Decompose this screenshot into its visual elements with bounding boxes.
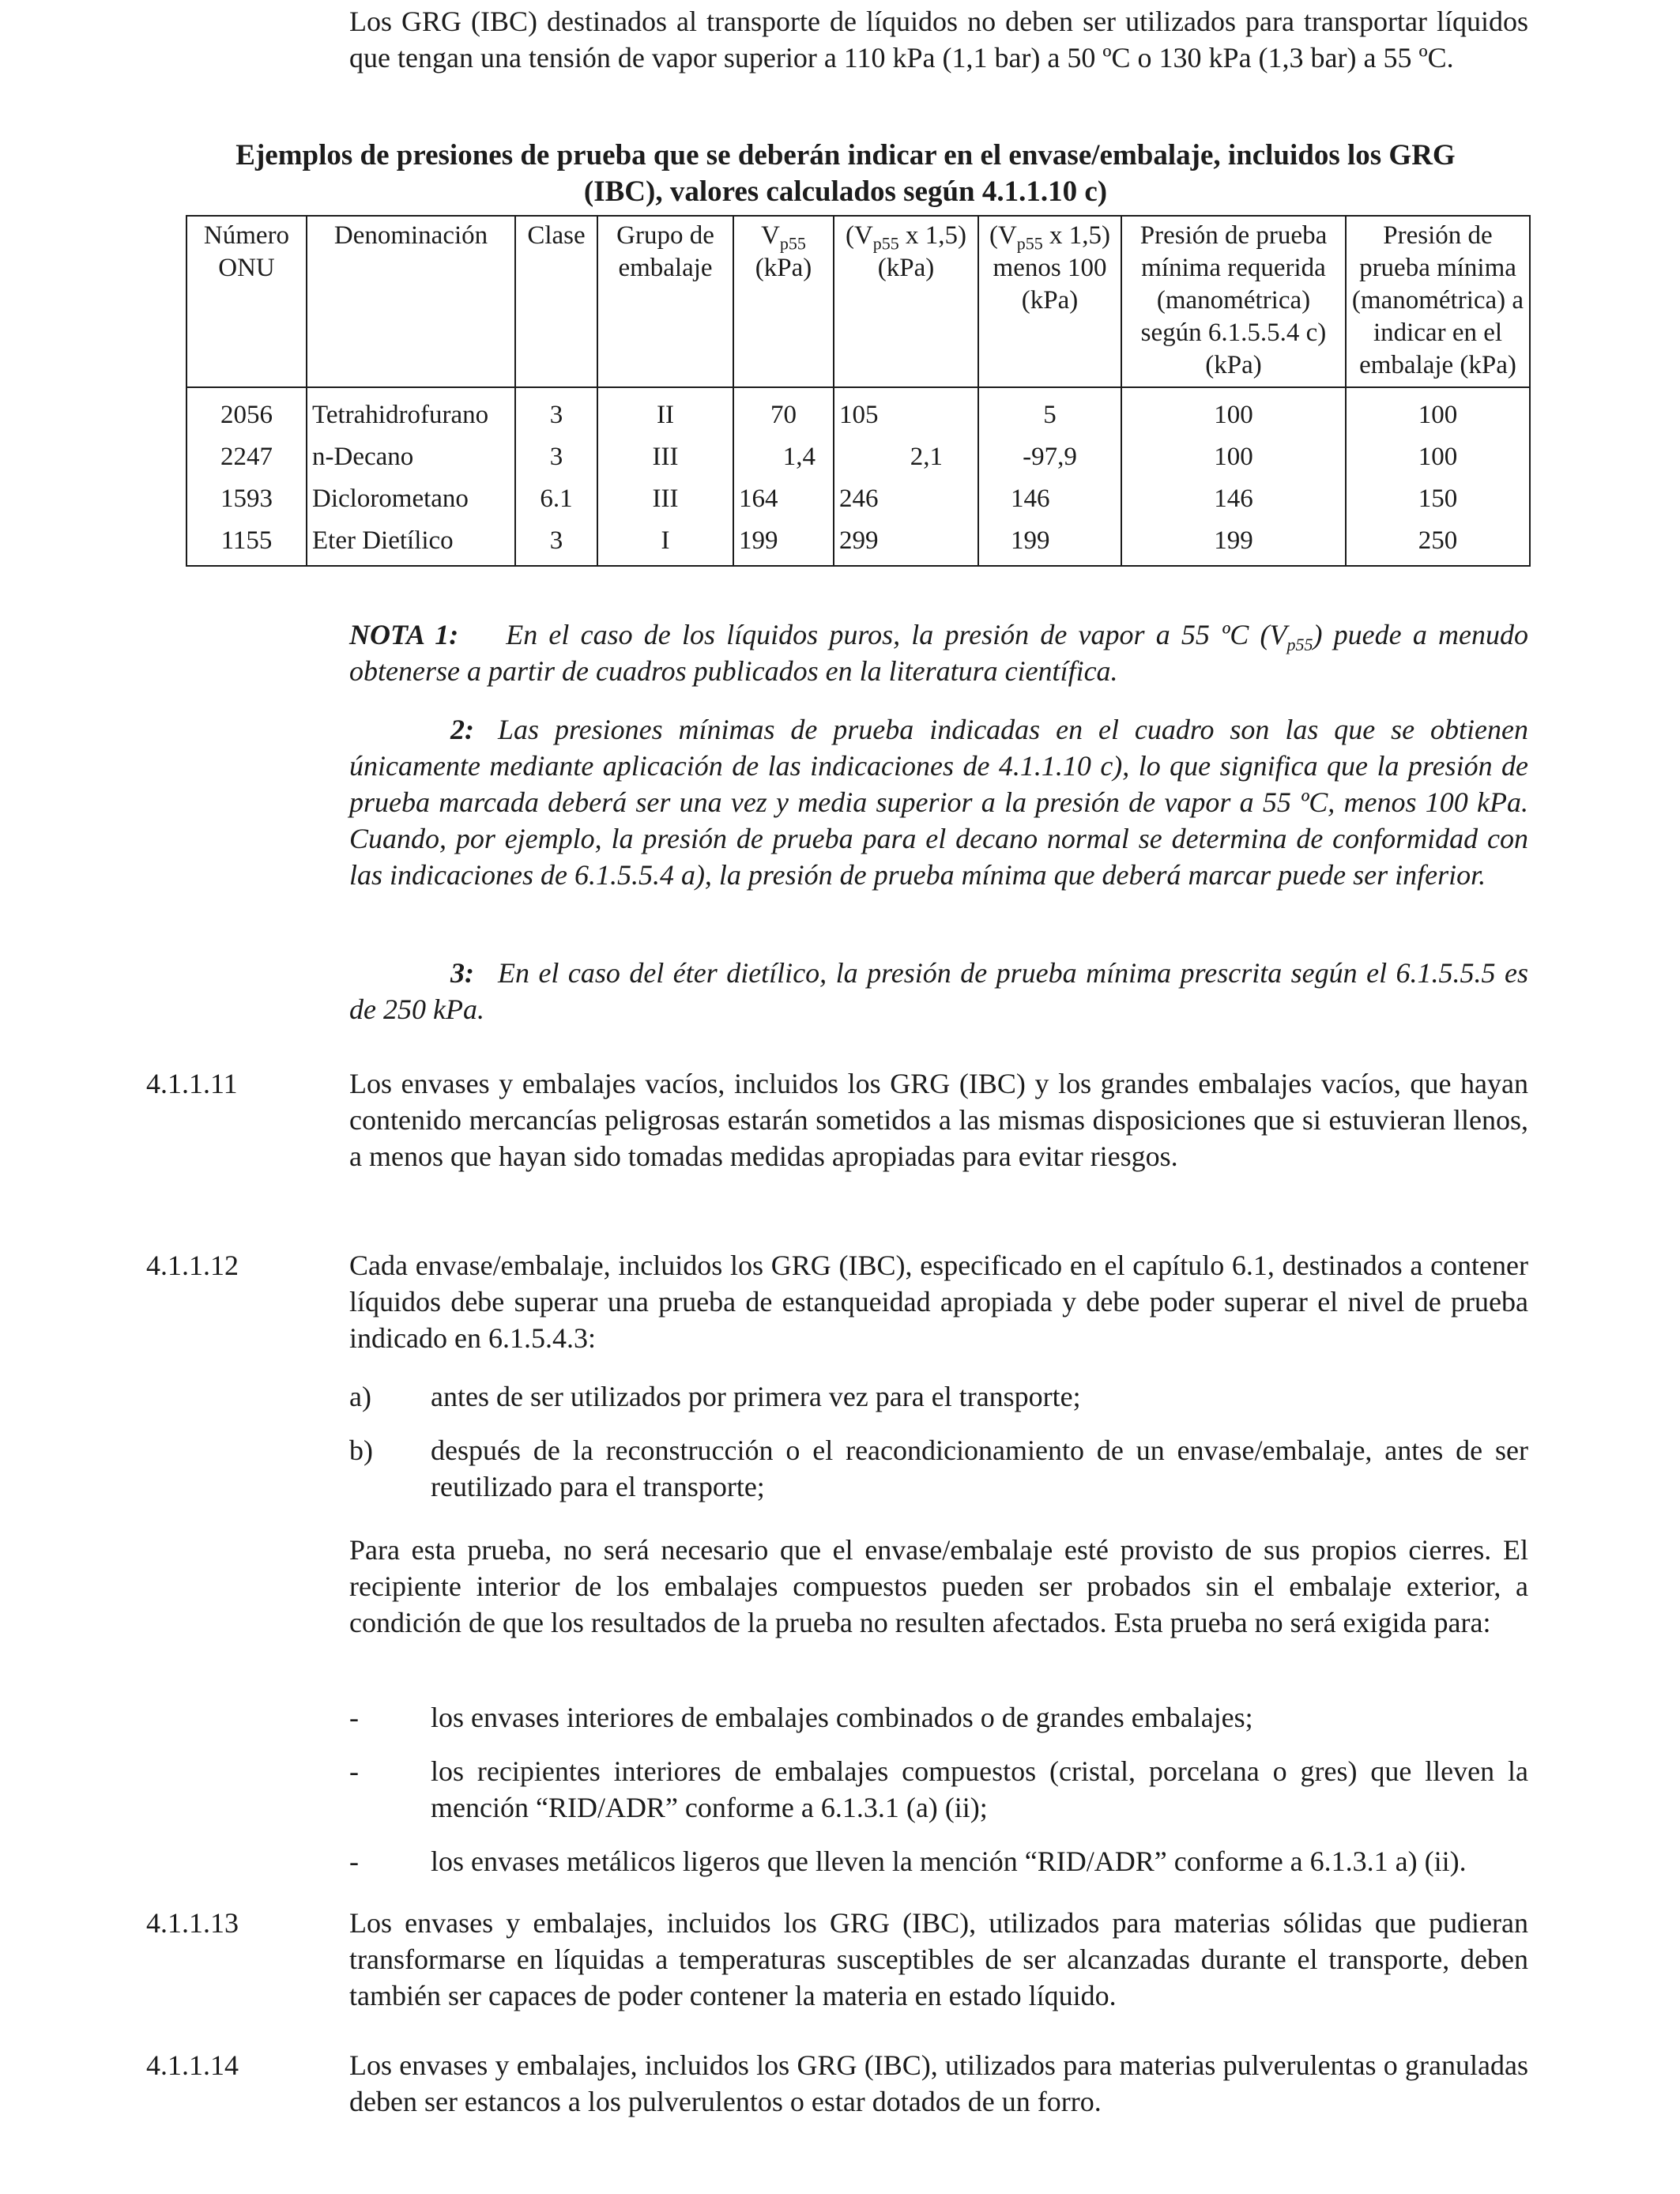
- dash-text-3: los envases metálicos ligeros que lleven la mención “RID/ADR” conforme a 6.1.3.1 a) (ii).: [431, 1845, 1467, 1877]
- cell-x15: 105: [834, 387, 978, 436]
- cell-menos100: 199: [978, 520, 1121, 566]
- note-3-label: 3:: [450, 957, 474, 989]
- col-header-vp55-x15: ($V_{p55}$ x 1,5) (kPa): [834, 216, 978, 387]
- cell-onu: 2247: [186, 436, 307, 478]
- section-4-1-1-11-text: Los envases y embalajes vacíos, incluidos los GRG (IBC) y los grandes embalajes vacíos, que hayan contenido mercancías peligrosas estarán sometidos a las mismas disposiciones que si estuvieran llenos, a menos que hayan sido tomadas medidas apropiadas para evitar riesgos.: [349, 1068, 1528, 1172]
- section-4-1-1-12-text: Cada envase/embalaje, incluidos los GRG (IBC), especificado en el capítulo 6.1, destinados a contener líquidos debe superar una prueba de estanqueidad apropiada y debe poder superar el nivel de prueba indicado en 6.1.5.4.3:: [349, 1250, 1528, 1354]
- table-title-line-2: (IBC), valores calculados según 4.1.1.10 c): [583, 175, 1108, 208]
- cell-menos100: 5: [978, 387, 1121, 436]
- cell-clase: 3: [515, 436, 597, 478]
- col-header-denominacion: Denominación: [307, 216, 515, 387]
- dash-marker: -: [349, 1845, 359, 1877]
- cell-grupo: III: [597, 436, 733, 478]
- section-number-4-1-1-11: 4.1.1.11: [146, 1068, 238, 1099]
- cell-clase: 3: [515, 387, 597, 436]
- note-1: NOTA 1: En el caso de los líquidos puros, la presión de vapor a 55 ºC $(V_{p55})$ puede a menudo obtenerse a partir de cuadros publicados en la literatura científica.: [349, 619, 1529, 687]
- cell-vp55: 199: [733, 520, 834, 566]
- test-pressure-table: [186, 215, 1531, 567]
- col-header-presion-minima: Presión de prueba mínima requerida (manométrica) según 6.1.5.5.4 c) (kPa): [1121, 216, 1346, 387]
- cell-onu: 2056: [186, 387, 307, 436]
- list-text-a: antes de ser utilizados por primera vez para el transporte;: [431, 1381, 1081, 1412]
- cell-x15: 2,1: [834, 436, 978, 478]
- table-row: [186, 436, 1530, 478]
- cell-onu: 1593: [186, 478, 307, 520]
- table-header-row: [186, 216, 1530, 387]
- cell-indicar: 150: [1346, 478, 1530, 520]
- cell-min-req: 100: [1121, 387, 1346, 436]
- table-row: [186, 478, 1530, 520]
- cell-vp55: 1,4: [733, 436, 834, 478]
- dash-marker: -: [349, 1702, 359, 1733]
- cell-grupo: II: [597, 387, 733, 436]
- note-2-label: 2:: [450, 714, 474, 745]
- table-row: [186, 520, 1530, 566]
- cell-vp55: 70: [733, 387, 834, 436]
- cell-indicar: 100: [1346, 436, 1530, 478]
- section-number-4-1-1-14: 4.1.1.14: [146, 2049, 239, 2081]
- cell-min-req: 100: [1121, 436, 1346, 478]
- cell-min-req: 146: [1121, 478, 1346, 520]
- cell-indicar: 250: [1346, 520, 1530, 566]
- col-header-vp55: $V_{p55}$ (kPa): [733, 216, 834, 387]
- cell-menos100: 146: [978, 478, 1121, 520]
- col-header-onu: Número ONU: [186, 216, 307, 387]
- section-number-4-1-1-13: 4.1.1.13: [146, 1907, 239, 1939]
- cell-vp55: 164: [733, 478, 834, 520]
- cell-name: Eter Dietílico: [307, 520, 515, 566]
- col-header-clase: Clase: [515, 216, 597, 387]
- cell-name: n-Decano: [307, 436, 515, 478]
- cell-name: Tetrahidrofurano: [307, 387, 515, 436]
- section-number-4-1-1-12: 4.1.1.12: [146, 1250, 239, 1281]
- cell-grupo: I: [597, 520, 733, 566]
- note-1-label: NOTA 1:: [349, 619, 459, 650]
- cell-x15: 299: [834, 520, 978, 566]
- cell-x15: 246: [834, 478, 978, 520]
- cell-grupo: III: [597, 478, 733, 520]
- section-4-1-1-13-text: Los envases y embalajes, incluidos los GRG (IBC), utilizados para materias sólidas que pudieran transformarse en líquidas a temperaturas susceptibles de ser alcanzadas durante el transporte, deben también ser capaces de poder contener la materia en estado líquido.: [349, 1907, 1528, 2011]
- cell-onu: 1155: [186, 520, 307, 566]
- col-header-presion-indicar: Presión de prueba mínima (manométrica) a indicar en el embalaje (kPa): [1346, 216, 1530, 387]
- cell-clase: 6.1: [515, 478, 597, 520]
- intro-paragraph: Los GRG (IBC) destinados al transporte de líquidos no deben ser utilizados para transportar líquidos que tengan una tensión de vapor superior a 110 kPa (1,1 bar) a 50 ºC o 130 kPa (1,3 bar) a 55 ºC.: [349, 6, 1528, 74]
- dash-text-1: los envases interiores de embalajes combinados o de grandes embalajes;: [431, 1702, 1253, 1733]
- col-header-menos-100: ($V_{p55}$ x 1,5) menos 100 (kPa): [978, 216, 1121, 387]
- list-marker-b: b): [349, 1434, 373, 1466]
- table-title-line-1: Ejemplos de presiones de prueba que se deberán indicar en el envase/embalaje, incluidos los GRG: [235, 139, 1456, 172]
- cell-clase: 3: [515, 520, 597, 566]
- col-header-grupo: Grupo de embalaje: [597, 216, 733, 387]
- list-text-b: después de la reconstrucción o el reacondicionamiento de un envase/embalaje, antes de ser reutilizado para el transporte;: [431, 1434, 1528, 1502]
- list-marker-a: a): [349, 1381, 371, 1412]
- table-row: [186, 387, 1530, 436]
- cell-min-req: 199: [1121, 520, 1346, 566]
- cell-name: Diclorometano: [307, 478, 515, 520]
- cell-menos100: -97,9: [978, 436, 1121, 478]
- table-title: [158, 138, 1533, 210]
- note-2: 2: Las presiones mínimas de prueba indicadas en el cuadro son las que se obtienen únicamente mediante aplicación de las indicaciones de 4.1.1.10 c), lo que significa que la presión de prueba marcada deberá ser una vez y media superior a la presión de vapor a 55 ºC, menos 100 kPa. Cuando, por ejemplo, la presión de prueba para el decano normal se determina de conformidad con las indicaciones de 6.1.5.5.4 a), la presión de prueba mínima que deberá marcar puede ser inferior.: [349, 714, 1528, 891]
- section-4-1-1-12-paragraph: Para esta prueba, no será necesario que el envase/embalaje esté provisto de sus propios cierres. El recipiente interior de los embalajes compuestos pueden ser probados sin el embalaje exterior, a condición de que los resultados de la prueba no resulten afectados. Esta prueba no será exigida para:: [349, 1534, 1528, 1638]
- dash-marker: -: [349, 1755, 359, 1787]
- section-4-1-1-14-text: Los envases y embalajes, incluidos los GRG (IBC), utilizados para materias pulverulentas o granuladas deben ser estancos a los pulverulentos o estar dotados de un forro.: [349, 2049, 1528, 2117]
- note-3: 3: En el caso del éter dietílico, la presión de prueba mínima prescrita según el 6.1.5.5.5 es de 250 kPa.: [349, 957, 1528, 1025]
- cell-indicar: 100: [1346, 387, 1530, 436]
- dash-text-2: los recipientes interiores de embalajes compuestos (cristal, porcelana o gres) que lleven la mención “RID/ADR” conforme a 6.1.3.1 (a) (ii);: [431, 1755, 1528, 1823]
